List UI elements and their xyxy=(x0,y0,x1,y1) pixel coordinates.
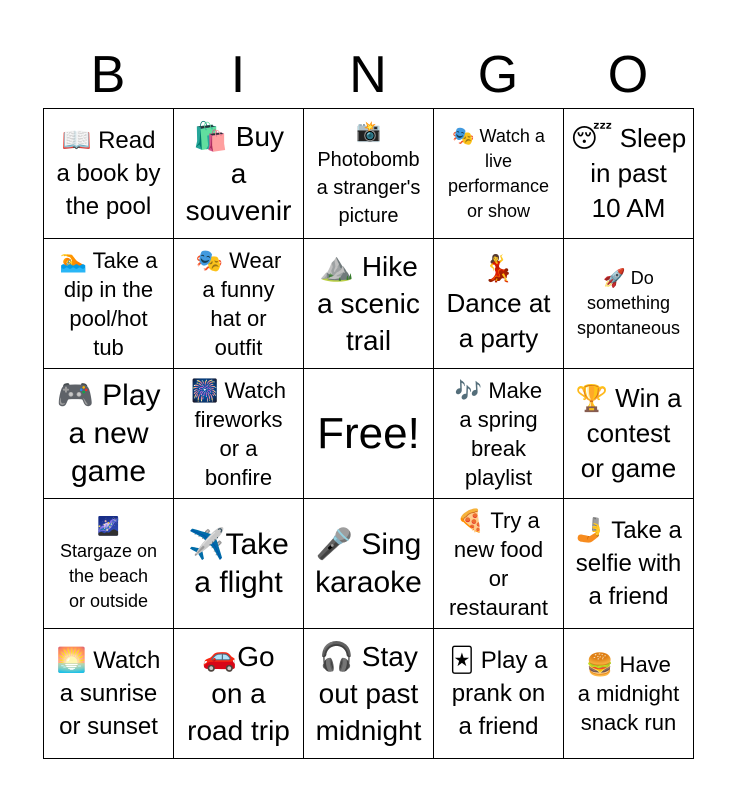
bingo-row xyxy=(44,239,694,369)
header-letter-o: O xyxy=(607,46,649,104)
header-letter-n: N xyxy=(349,46,387,104)
header-letter-g: G xyxy=(477,46,519,104)
bingo-cell-label: 🌅 Watch a sunrise or sunset xyxy=(56,647,161,740)
bingo-cell[interactable] xyxy=(434,629,564,759)
bingo-cell[interactable] xyxy=(434,239,564,369)
bingo-cell-label: 💃 Dance at a party xyxy=(446,253,551,353)
bingo-cell-label: 🏊 Take a dip in the pool/hot tub xyxy=(59,247,158,360)
header-letter-i: I xyxy=(230,46,246,104)
bingo-cell-label: 🍔 Have a midnight snack run xyxy=(577,652,680,735)
bingo-cell-label: 📸 Photobomb a stranger's picture xyxy=(316,120,421,227)
bingo-cell[interactable] xyxy=(304,239,434,369)
bingo-cell-label: 🚀 Do something spontaneous xyxy=(576,268,681,338)
bingo-cell[interactable] xyxy=(564,239,694,369)
bingo-cell[interactable] xyxy=(434,109,564,239)
bingo-cell-label: 🛍️ Buy a souvenir xyxy=(185,121,292,226)
bingo-row xyxy=(44,109,694,239)
bingo-cell[interactable] xyxy=(564,369,694,499)
bingo-cell-label: 🎮 Play a new game xyxy=(56,378,161,488)
bingo-cell[interactable] xyxy=(564,629,694,759)
bingo-cell[interactable] xyxy=(174,369,304,499)
bingo-cell-label: 🎶 Make a spring break playlist xyxy=(454,377,543,490)
bingo-cell[interactable] xyxy=(304,109,434,239)
bingo-cell-label: 🌌 Stargaze on the beach or outside xyxy=(59,515,158,611)
bingo-cell-label: ⛰️ Hike a scenic trail xyxy=(317,251,420,356)
bingo-row xyxy=(44,629,694,759)
bingo-cell-label: 🏆 Win a contest or game xyxy=(575,383,682,483)
bingo-cell-label: 📖 Read a book by the pool xyxy=(56,127,161,220)
free-space-cell[interactable] xyxy=(304,369,434,499)
bingo-cell-label: 🎤 Sing karaoke xyxy=(315,527,422,599)
bingo-cell-label: 🎭 Wear a funny hat or outfit xyxy=(195,247,282,360)
bingo-cell[interactable] xyxy=(44,369,174,499)
free-space-label: Free! xyxy=(317,408,420,458)
bingo-cell-label: 🚗Go on a road trip xyxy=(187,641,290,746)
bingo-cell-label: 🍕 Try a new food or restaurant xyxy=(448,507,549,620)
bingo-cell-label: 🎧 Stay out past midnight xyxy=(315,641,422,746)
bingo-cell[interactable] xyxy=(44,239,174,369)
bingo-cell[interactable] xyxy=(564,499,694,629)
bingo-cell-label: 🎆 Watch fireworks or a bonfire xyxy=(190,377,287,490)
bingo-cell[interactable] xyxy=(44,499,174,629)
header-letter-b: B xyxy=(90,46,126,104)
bingo-cell[interactable] xyxy=(564,109,694,239)
bingo-cell-label: 🎭 Watch a live performance or show xyxy=(447,125,550,221)
bingo-cell[interactable] xyxy=(304,629,434,759)
bingo-cell[interactable] xyxy=(174,239,304,369)
bingo-cell-label: 🤳 Take a selfie with a friend xyxy=(575,517,682,610)
bingo-header xyxy=(43,42,693,108)
bingo-cell[interactable] xyxy=(174,109,304,239)
bingo-cell[interactable] xyxy=(434,369,564,499)
bingo-cell[interactable] xyxy=(304,499,434,629)
bingo-cell[interactable] xyxy=(44,109,174,239)
bingo-row xyxy=(44,499,694,629)
bingo-row xyxy=(44,369,694,499)
bingo-cell-label: 😴 Sleep in past 10 AM xyxy=(570,123,687,223)
bingo-cell[interactable] xyxy=(44,629,174,759)
bingo-cell[interactable] xyxy=(434,499,564,629)
bingo-cell-label: ✈️Take a flight xyxy=(188,527,289,599)
bingo-cell[interactable] xyxy=(174,629,304,759)
bingo-cell-label: 🃏 Play a prank on a friend xyxy=(449,647,548,740)
bingo-board xyxy=(43,108,694,759)
bingo-cell[interactable] xyxy=(174,499,304,629)
